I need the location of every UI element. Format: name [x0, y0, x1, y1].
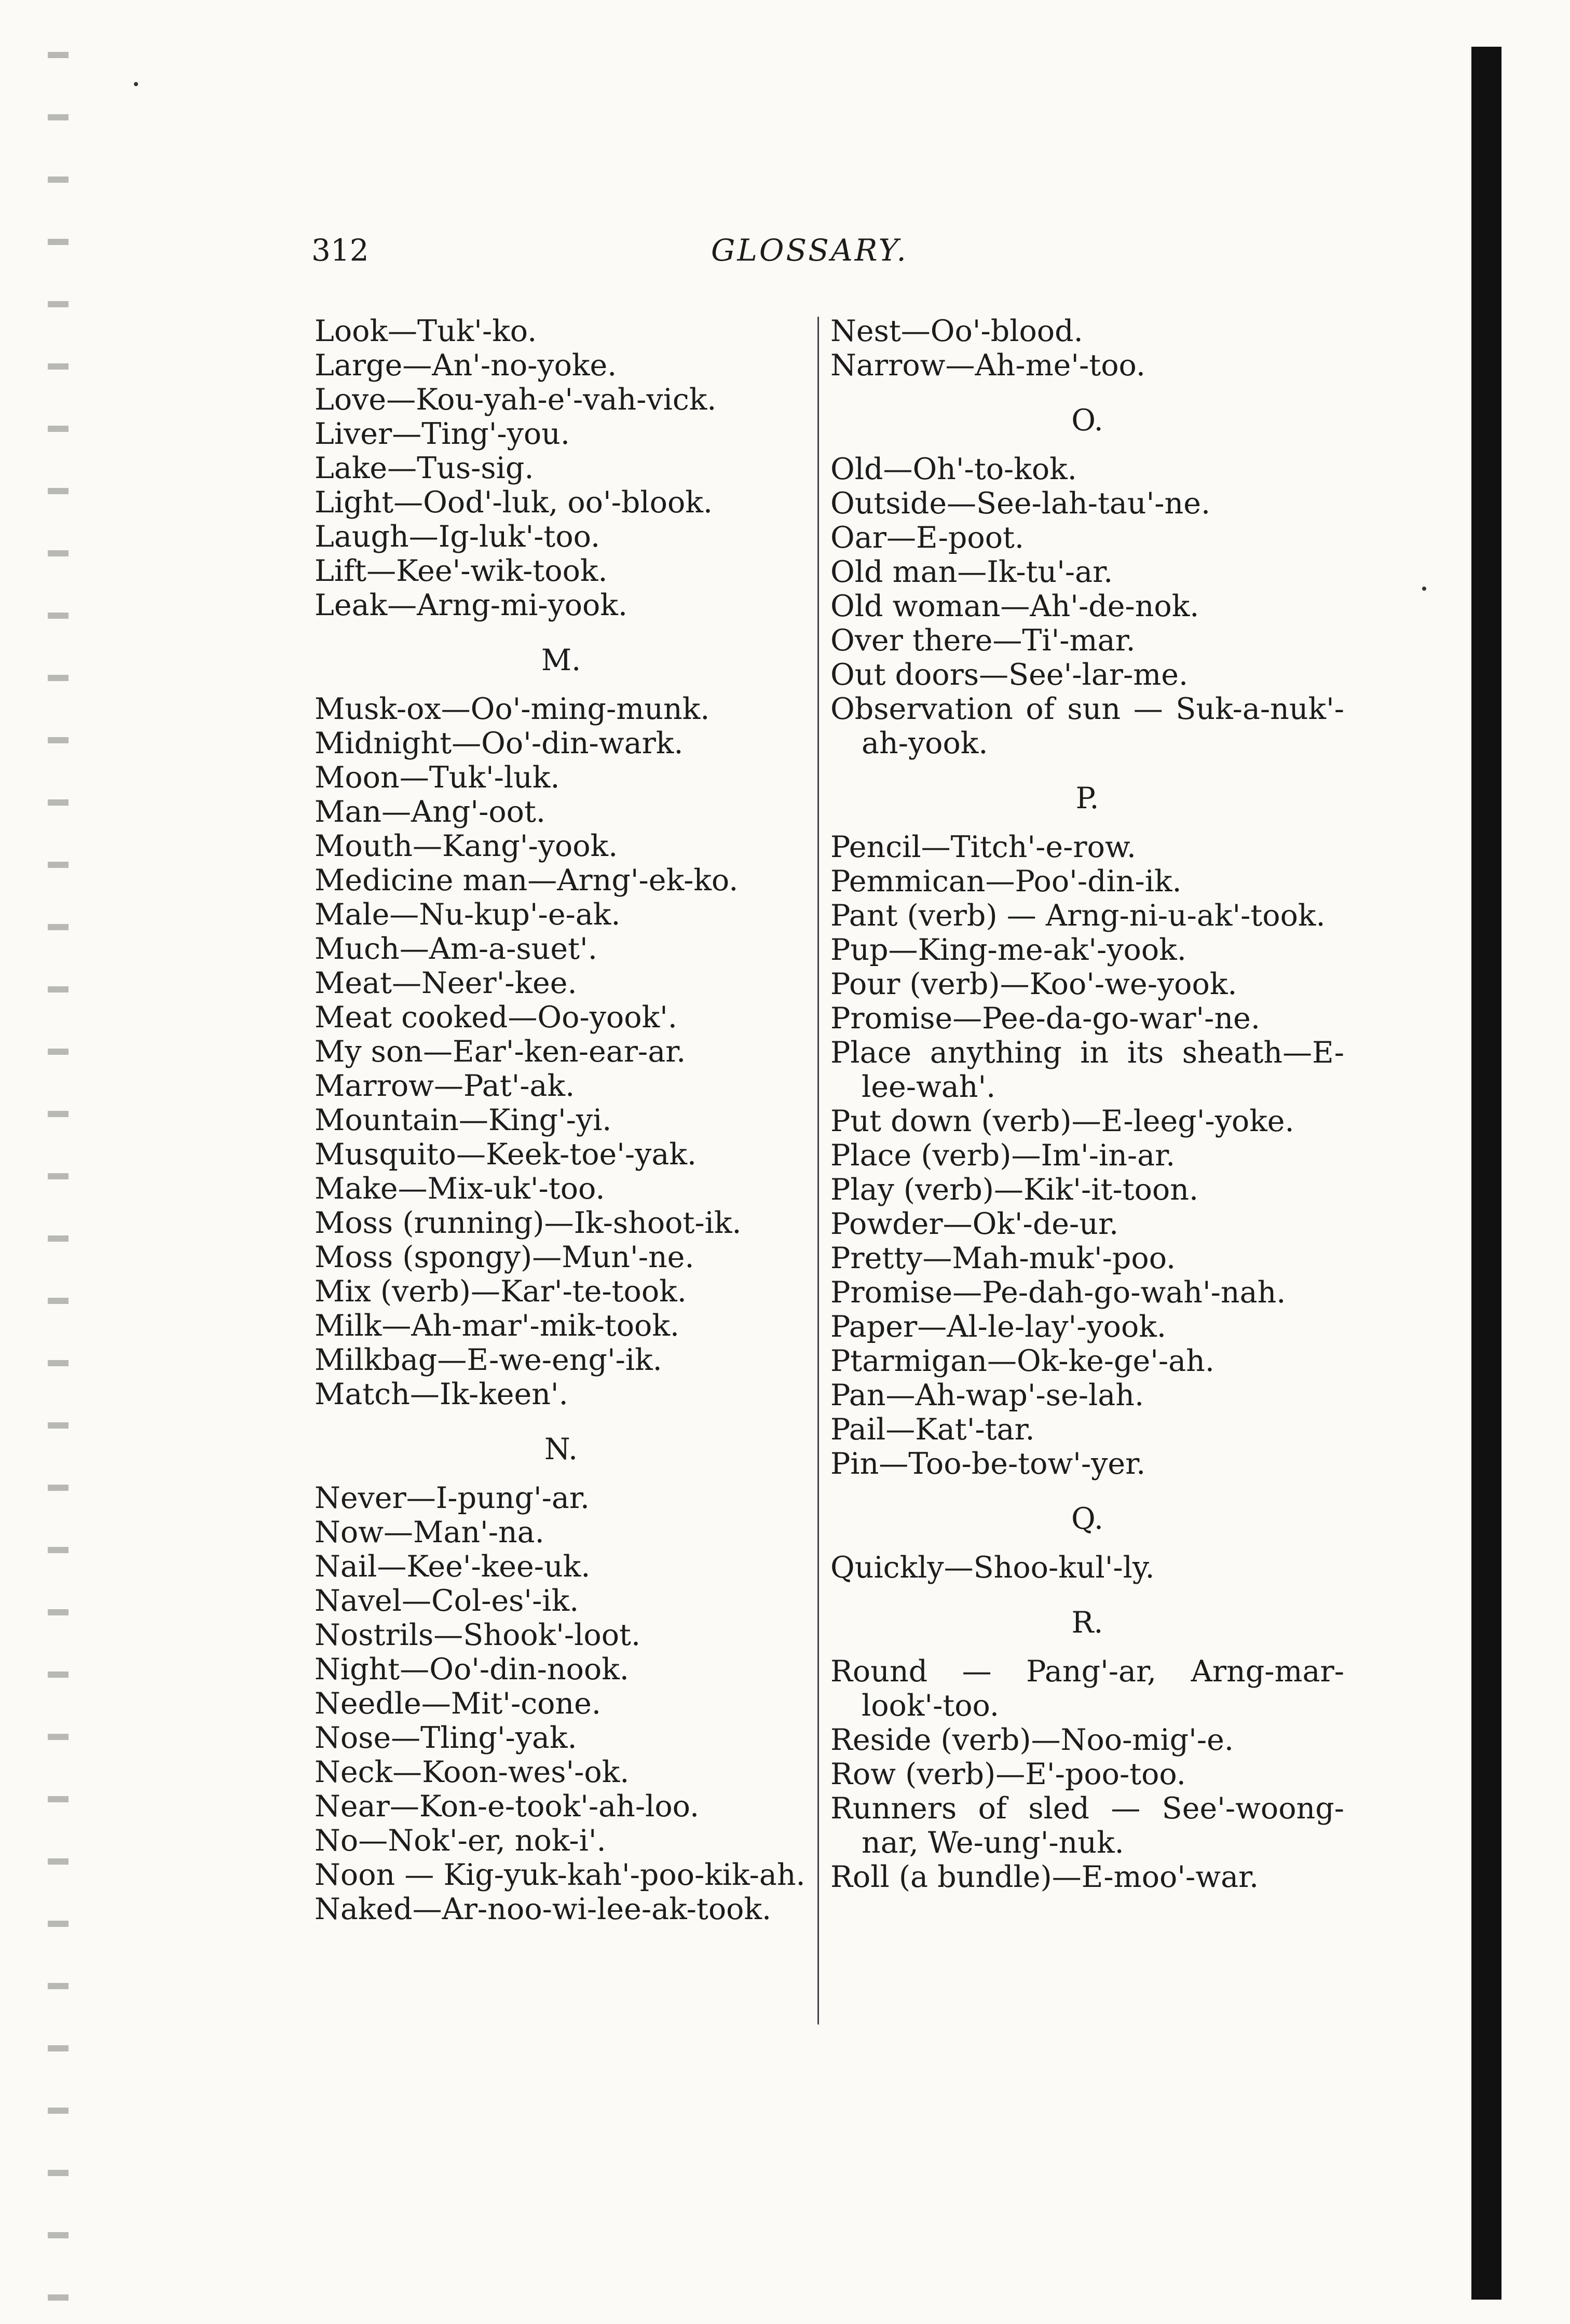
- glossary-entry: Meat cooked—Oo-yook'.: [315, 1000, 677, 1035]
- glossary-entry: Leak—Arng-mi-yook.: [315, 588, 628, 622]
- page-number: 312: [311, 233, 369, 268]
- glossary-entry: Powder—Ok'-de-ur.: [830, 1207, 1119, 1241]
- glossary-entry: Near—Kon-e-took'-ah-loo.: [315, 1789, 700, 1824]
- glossary-entry: Light—Ood'-luk, oo'-blook.: [315, 485, 713, 520]
- running-title: GLOSSARY.: [711, 233, 908, 268]
- glossary-entry: Naked—Ar-noo-wi-lee-ak-took.: [315, 1892, 772, 1926]
- glossary-entry: Much—Am-a-suet'.: [315, 932, 597, 966]
- glossary-entry: Moon—Tuk'-luk.: [315, 760, 560, 795]
- left-binding-edge: [48, 31, 69, 2305]
- glossary-entry: My son—Ear'-ken-ear-ar.: [315, 1035, 686, 1069]
- glossary-entry: Observation of sun — Suk-a-nuk'-ah-yook.: [830, 692, 1344, 760]
- glossary-entry: Medicine man—Arng'-ek-ko.: [315, 863, 739, 898]
- glossary-entry: Now—Man'-na.: [315, 1515, 544, 1550]
- glossary-entry: Mountain—King'-yi.: [315, 1103, 612, 1137]
- glossary-entry: Quickly—Shoo-kul'-ly.: [830, 1551, 1155, 1585]
- glossary-entry: Mix (verb)—Kar'-te-took.: [315, 1274, 687, 1309]
- glossary-entry: Match—Ik-keen'.: [315, 1377, 568, 1411]
- glossary-entry: Old man—Ik-tu'-ar.: [830, 555, 1113, 589]
- glossary-entry: Look—Tuk'-ko.: [315, 314, 537, 348]
- section-heading-m: M.: [541, 643, 581, 677]
- speck: [134, 82, 138, 86]
- glossary-entry: Paper—Al-le-lay'-yook.: [830, 1310, 1166, 1344]
- glossary-entry: Promise—Pe-dah-go-wah'-nah.: [830, 1275, 1286, 1310]
- glossary-entry: Narrow—Ah-me'-too.: [830, 348, 1145, 383]
- glossary-entry: Round — Pang'-ar, Arng-mar-look'-too.: [830, 1654, 1344, 1723]
- glossary-entry: Over there—Ti'-mar.: [830, 623, 1136, 658]
- glossary-entry: Neck—Koon-wes'-ok.: [315, 1755, 630, 1789]
- glossary-entry: Row (verb)—E'-poo-too.: [830, 1757, 1186, 1791]
- glossary-entry: Reside (verb)—Noo-mig'-e.: [830, 1723, 1234, 1757]
- glossary-entry: Moss (spongy)—Mun'-ne.: [315, 1240, 694, 1274]
- glossary-entry: Pemmican—Poo'-din-ik.: [830, 864, 1182, 899]
- glossary-entry: Moss (running)—Ik-shoot-ik.: [315, 1206, 742, 1240]
- glossary-entry: Large—An'-no-yoke.: [315, 348, 617, 383]
- column-divider: [817, 317, 819, 2024]
- right-column: [830, 314, 1344, 1894]
- glossary-entry: Pail—Kat'-tar.: [830, 1412, 1035, 1447]
- glossary-entry: Old woman—Ah'-de-nok.: [830, 589, 1199, 623]
- glossary-entry: Make—Mix-uk'-too.: [315, 1172, 605, 1206]
- glossary-entry: Marrow—Pat'-ak.: [315, 1069, 575, 1103]
- glossary-entry: Pan—Ah-wap'-se-lah.: [830, 1378, 1144, 1412]
- glossary-entry: Never—I-pung'-ar.: [315, 1481, 590, 1515]
- glossary-entry: Man—Ang'-oot.: [315, 795, 546, 829]
- glossary-entry: Liver—Ting'-you.: [315, 417, 570, 451]
- glossary-entry: Runners of sled — See'-woong-nar, We-ung'-nuk.: [830, 1791, 1344, 1860]
- glossary-entry: Oar—E-poot.: [830, 521, 1025, 555]
- glossary-entry: Out doors—See'-lar-me.: [830, 658, 1189, 692]
- glossary-entry: Midnight—Oo'-din-wark.: [315, 726, 684, 760]
- glossary-entry: Promise—Pee-da-go-war'-ne.: [830, 1001, 1261, 1036]
- glossary-entry: Put down (verb)—E-leeg'-yoke.: [830, 1104, 1294, 1138]
- section-heading-q: Q.: [1071, 1502, 1103, 1536]
- page-header: [311, 233, 945, 274]
- glossary-entry: Laugh—Ig-luk'-too.: [315, 520, 600, 554]
- glossary-entry: Pour (verb)—Koo'-we-yook.: [830, 967, 1237, 1001]
- section-heading-o: O.: [1071, 403, 1103, 438]
- glossary-entry: Old—Oh'-to-kok.: [830, 452, 1077, 486]
- glossary-entry: Meat—Neer'-kee.: [315, 966, 577, 1000]
- speck: [1422, 587, 1426, 591]
- glossary-entry: Male—Nu-kup'-e-ak.: [315, 898, 621, 932]
- glossary-entry: Nose—Tling'-yak.: [315, 1721, 577, 1755]
- right-binding-edge: [1471, 47, 1501, 2300]
- glossary-entry: Needle—Mit'-cone.: [315, 1687, 602, 1721]
- glossary-entry: Outside—See-lah-tau'-ne.: [830, 486, 1211, 521]
- glossary-entry: Mouth—Kang'-yook.: [315, 829, 618, 863]
- glossary-entry: Musquito—Keek-toe'-yak.: [315, 1137, 697, 1172]
- glossary-entry: Musk-ox—Oo'-ming-munk.: [315, 692, 710, 726]
- glossary-entry: Nail—Kee'-kee-uk.: [315, 1550, 591, 1584]
- glossary-entry: Lake—Tus-sig.: [315, 451, 534, 485]
- glossary-entry: Nest—Oo'-blood.: [830, 314, 1083, 348]
- glossary-entry: Pretty—Mah-muk'-poo.: [830, 1241, 1176, 1275]
- glossary-entry: Pencil—Titch'-e-row.: [830, 830, 1137, 864]
- glossary-entry: Milkbag—E-we-eng'-ik.: [315, 1343, 662, 1377]
- glossary-entry: Navel—Col-es'-ik.: [315, 1584, 579, 1618]
- glossary-entry: Pup—King-me-ak'-yook.: [830, 933, 1186, 967]
- left-column: [315, 314, 808, 1926]
- glossary-entry: Play (verb)—Kik'-it-toon.: [830, 1173, 1199, 1207]
- section-heading-r: R.: [1071, 1606, 1103, 1640]
- section-heading-p: P.: [1075, 781, 1099, 816]
- glossary-entry: Pin—Too-be-tow'-yer.: [830, 1447, 1146, 1481]
- glossary-entry: Love—Kou-yah-e'-vah-vick.: [315, 383, 717, 417]
- glossary-entry: Milk—Ah-mar'-mik-took.: [315, 1309, 679, 1343]
- glossary-entry: Ptarmigan—Ok-ke-ge'-ah.: [830, 1344, 1214, 1378]
- glossary-entry: Night—Oo'-din-nook.: [315, 1652, 629, 1687]
- glossary-entry: Roll (a bundle)—E-moo'-war.: [830, 1860, 1259, 1894]
- glossary-entry: Noon — Kig-yuk-kah'-poo-kik-ah.: [315, 1858, 806, 1892]
- glossary-entry: Place anything in its sheath—E-lee-wah'.: [830, 1036, 1344, 1104]
- glossary-entry: Nostrils—Shook'-loot.: [315, 1618, 641, 1652]
- glossary-entry: Place (verb)—Im'-in-ar.: [830, 1138, 1176, 1173]
- glossary-entry: Lift—Kee'-wik-took.: [315, 554, 608, 588]
- glossary-entry: Pant (verb) — Arng-ni-u-ak'-took.: [830, 899, 1326, 933]
- glossary-entry: No—Nok'-er, nok-i'.: [315, 1824, 606, 1858]
- section-heading-n: N.: [544, 1432, 578, 1466]
